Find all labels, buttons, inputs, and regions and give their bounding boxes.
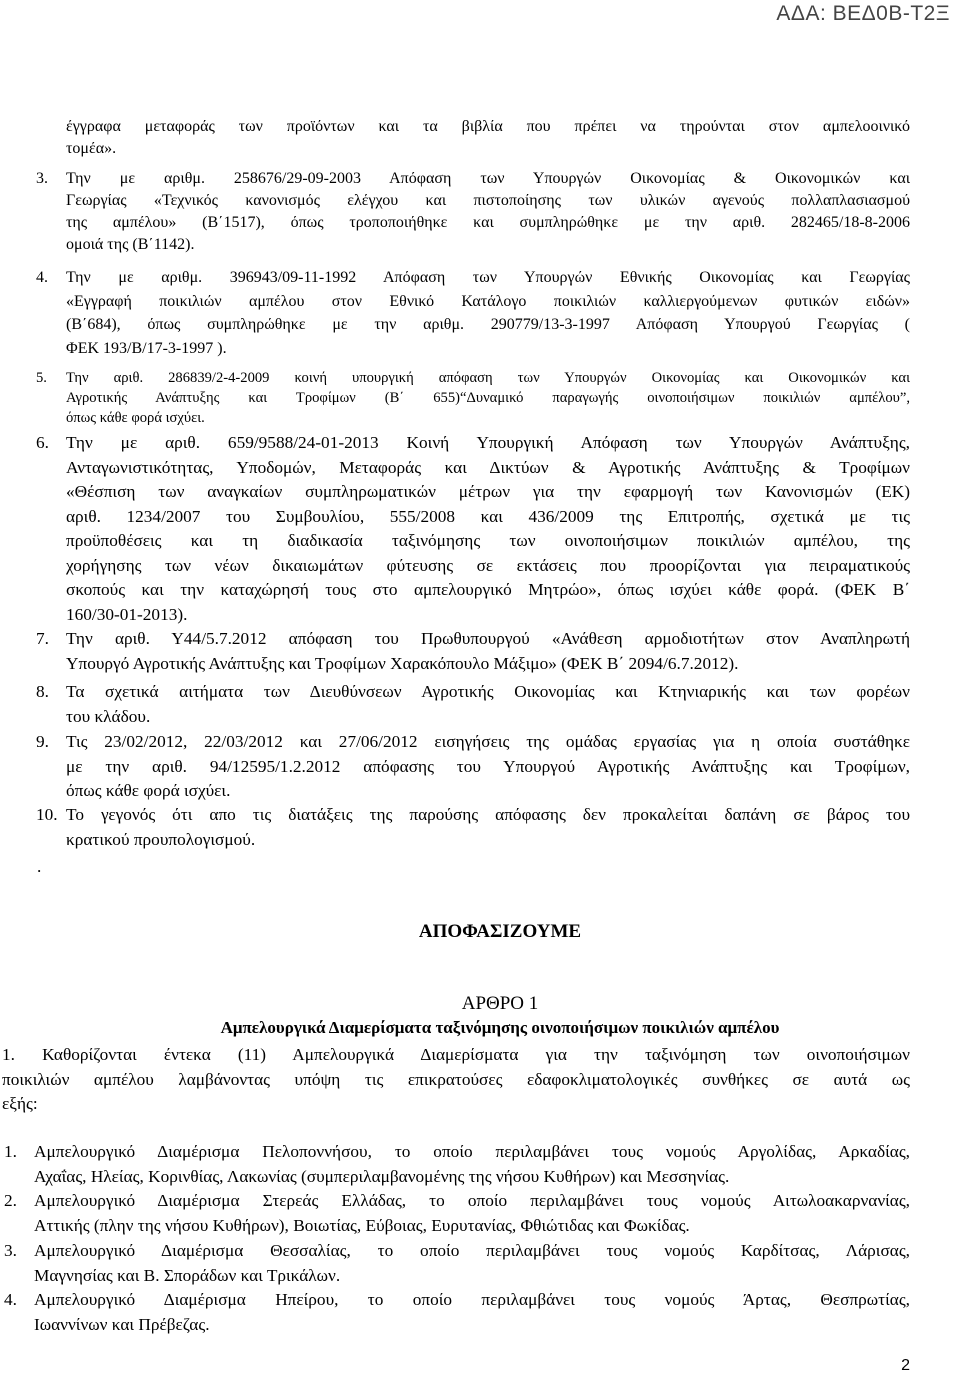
item-line: «Εγγραφή ποικιλιών αμπέλου στον Εθνικό Κατάλογο ποικιλιών καλλιεργούμενων φυτικών ειδών» bbox=[66, 292, 910, 310]
item-number: 4. bbox=[36, 269, 48, 286]
article-number: ΑΡΘΡΟ 1 bbox=[461, 993, 539, 1014]
item-number: 5. bbox=[36, 370, 47, 386]
decision-heading: ΑΠΟΦΑΣΙΖΟΥΜΕ bbox=[418, 921, 582, 942]
stray-dot: . bbox=[37, 857, 42, 876]
item-number: 2. bbox=[4, 1191, 17, 1210]
item-line: Αμπελουργικό Διαμέρισμα Θεσσαλίας, το οποίο περιλαμβάνει τους νομούς Καρδίτσας, Λάρισας, bbox=[34, 1241, 910, 1260]
item-line: όπως κάθε φορά ισχύει. bbox=[66, 410, 205, 426]
item-line: Την αριθ. Υ44/5.7.2012 απόφαση του Πρωθυπουργού «Ανάθεση αρμοδιοτήτων στον Αναπληρωτή bbox=[66, 629, 910, 648]
item-line: Αττικής (πλην της νήσου Κυθήρων), Βοιωτίας, Εύβοιας, Ευρυτανίας, Φθιώτιδας και Φωκίδας. bbox=[34, 1215, 690, 1235]
item-line: χορήγησης των νέων δικαιωμάτων φύτευσης σε εκτάσεις που προορίζονται για πειραματικούς bbox=[66, 555, 910, 575]
item-line: Αχαΐας, Ηλείας, Κορινθίας, Λακωνίας (συμπεριλαμβανομένης της νήσου Κυθήρων) και Μεσσηνίας. bbox=[34, 1166, 730, 1186]
item-line: Το γεγονός ότι απο τις διατάξεις της παρούσης απόφασης δεν προκαλείται δαπάνη σε βάρος του bbox=[66, 805, 910, 824]
item-line: Αγροτικής Ανάπτυξης και Τροφίμων (Β΄ 655)“Δυναμικό παραγωγής οινοποιήσιμων ποικιλιών αμπέλου”, bbox=[66, 390, 910, 406]
item-line: Την με αριθμ. 396943/09-11-1992 Απόφαση των Υπουργών Εθνικής Οικονομίας και Γεωργίας bbox=[66, 269, 910, 286]
item-line: «Θέσπιση των αναγκαίων συμπληρωματικών μέτρων για την εφαρμογή των Κανονισμών (ΕΚ) bbox=[66, 482, 910, 501]
item-line: Ανταγωνιστικότητας, Υποδομών, Μεταφοράς και Δικτύων & Αγροτικής Ανάπτυξης & Τροφίμων bbox=[66, 457, 910, 477]
item-line: ομοιά της (Β΄1142). bbox=[66, 236, 195, 253]
intro-line: τομέα». bbox=[66, 140, 117, 157]
item-number: 7. bbox=[36, 629, 49, 648]
article-paragraph bbox=[2, 1043, 910, 1117]
item-line: (Β΄684), όπως συμπληρώθηκε με την αριθμ. 290779/13-3-1997 Απόφαση Υπουργού Γεωργίας ( bbox=[66, 316, 910, 333]
item-line: Την με αριθμ. 258676/29-09-2003 Απόφαση των Υπουργών Οικονομίας & Οικονομικών και bbox=[66, 170, 910, 187]
item-line: Την με αριθ. 659/9588/24-01-2013 Κοινή Υπουργική Απόφαση των Υπουργών Ανάπτυξης, bbox=[66, 433, 910, 452]
item-line: ΦΕΚ 193/Β/17-3-1997 ). bbox=[66, 339, 227, 357]
paragraph-line: ποικιλιών αμπέλου λαμβάνοντας υπόψη τις επικρατούσες εδαφοκλιματολογικές συνθήκες σε αυτά ως bbox=[2, 1069, 910, 1089]
item-line: του κλάδου. bbox=[66, 706, 151, 726]
item-line: Μαγνησίας και Β. Σποράδων και Τρικάλων. bbox=[34, 1265, 341, 1285]
item-line: Αμπελουργικό Διαμέρισμα Πελοποννήσου, το οποίο περιλαμβάνει τους νομούς Αργολίδας, Αρκαδίας, bbox=[34, 1142, 910, 1161]
item-line: κρατικού προυπολογισμού. bbox=[66, 829, 256, 849]
intro-line: έγγραφα μεταφοράς των προϊόντων και τα βιβλία που πρέπει να τηρούνται στον αμπελοοινικό bbox=[66, 118, 910, 135]
item-line: Τα σχετικά αιτήματα των Διευθύνσεων Αγροτικής Οικονομίας και Κτηνιαρικής και των φορέων bbox=[66, 682, 910, 701]
item-line: της αμπέλου» (Β΄1517), όπως τροποποιήθηκε και συμπληρώθηκε με την αριθ. 282465/18-8-2006 bbox=[66, 214, 910, 231]
item-line: Υπουργό Αγροτικής Ανάπτυξης και Τροφίμων Χαρακόπουλο Μάξιμο» (ΦΕΚ Β΄ 2094/6.7.2012). bbox=[66, 653, 739, 673]
item-line: Τις 23/02/2012, 22/03/2012 και 27/06/2012 εισηγήσεις της ομάδας εργασίας για η οποία συστάθηκε bbox=[66, 732, 910, 751]
paragraph-line: εξής: bbox=[2, 1094, 38, 1113]
ada-code: ΑΔΑ: ΒΕΔ0Β-Τ2Ξ bbox=[776, 2, 950, 25]
item-number: 3. bbox=[4, 1241, 17, 1260]
intro-paragraph bbox=[66, 116, 910, 160]
item-line: προϋποθέσεις και τη διαδικασία ταξινόμησης των οινοποιήσιμων ποικιλιών αμπέλου, της bbox=[66, 531, 910, 550]
paragraph-line: 1. Καθορίζονται έντεκα (11) Αμπελουργικά Διαμερίσματα για την ταξινόμηση των οινοποιήσιμων bbox=[2, 1045, 910, 1064]
item-line: όπως κάθε φορά ισχύει. bbox=[66, 781, 231, 800]
item-number: 10. bbox=[36, 805, 58, 824]
article-title: Αμπελουργικά Διαμερίσματα ταξινόμησης οινοποιήσιμων ποικιλιών αμπέλου bbox=[220, 1018, 780, 1037]
item-line: Γεωργίας «Τεχνικός κανονισμός ελέγχου και πιστοποίησης των υλικών αγενούς πολλαπλασιασμού bbox=[66, 192, 910, 209]
item-number: 1. bbox=[4, 1142, 17, 1161]
item-number: 6. bbox=[36, 433, 49, 452]
item-line: αριθ. 1234/2007 του Συμβουλίου, 555/2008 και 436/2009 της Επιτροπής, σχετικά με τις bbox=[66, 506, 910, 526]
item-line: με την αριθ. 94/12595/1.2.2012 απόφασης του Υπουργού Αγροτικής Ανάπτυξης και Τροφίμων, bbox=[66, 756, 910, 776]
item-number: 3. bbox=[36, 170, 48, 187]
item-line: Ιωαννίνων και Πρέβεζας. bbox=[34, 1314, 210, 1334]
item-number: 4. bbox=[4, 1290, 17, 1309]
item-number: 8. bbox=[36, 682, 49, 701]
item-number: 9. bbox=[36, 732, 49, 751]
item-line: Την αριθ. 286839/2-4-2009 κοινή υπουργική απόφαση των Υπουργών Οικονομίας και Οικονομικών και bbox=[66, 370, 910, 386]
item-line: Αμπελουργικό Διαμέρισμα Ηπείρου, το οποίο περιλαμβάνει τους νομούς Άρτας, Θεσπρωτίας, bbox=[34, 1290, 910, 1309]
item-line: 160/30-01-2013). bbox=[66, 604, 188, 624]
item-line: σκοπούς και την καταχώρησή τους στο αμπελουργικό Μητρώο», όπως ισχύει κάθε φορά. (ΦΕΚ Β΄ bbox=[66, 580, 910, 599]
page-number: 2 bbox=[901, 1357, 910, 1374]
item-line: Αμπελουργικό Διαμέρισμα Στερεάς Ελλάδας, το οποίο περιλαμβάνει τους νομούς Αιτωλοακαρνανίας, bbox=[34, 1191, 910, 1210]
